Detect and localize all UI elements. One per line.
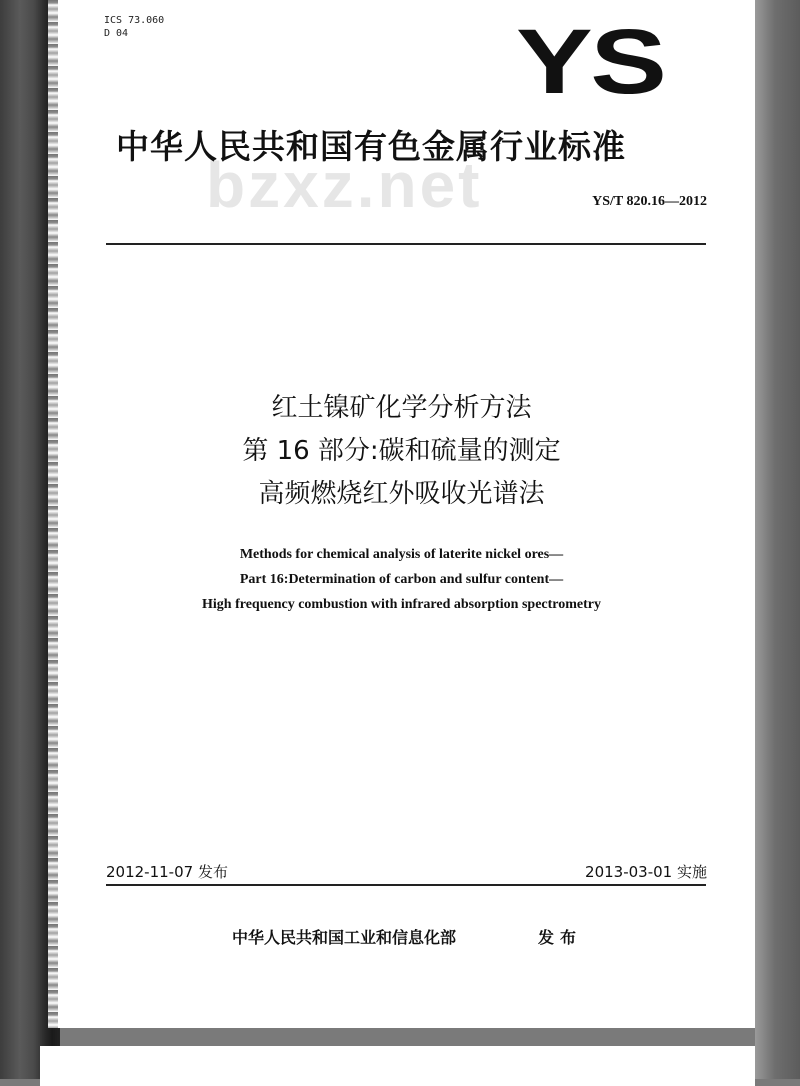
- ys-logo: YS: [516, 11, 665, 113]
- zh-title-line2: 第 16 部分:碳和硫量的测定: [242, 436, 561, 466]
- chinese-title: [48, 387, 755, 516]
- header-divider: [106, 243, 706, 245]
- class-code: D 04: [104, 28, 129, 39]
- publisher-name: 中华人民共和国工业和信息化部: [232, 928, 457, 947]
- next-page-edge: [40, 1046, 755, 1086]
- zh-title-line1: 红土镍矿化学分析方法: [271, 393, 532, 423]
- en-title-line1: Methods for chemical analysis of laterite nickel ores—: [239, 547, 564, 562]
- issue-date: 2012-11-07 发布: [106, 863, 228, 881]
- english-title: [48, 542, 755, 617]
- watermark: bzxz.net: [206, 149, 483, 221]
- en-title-line2: Part 16:Determination of carbon and sulfur content—: [239, 572, 564, 587]
- standard-number: YS/T 820.16—2012: [592, 194, 707, 209]
- scan-right-edge: [755, 0, 800, 1079]
- ics-classification: [104, 14, 164, 40]
- en-title-line3: High frequency combustion with infrared absorption spectrometry: [202, 597, 601, 612]
- publish-label: 发布: [538, 928, 583, 947]
- document-page: [48, 0, 755, 1028]
- standard-title: 中华人民共和国有色金属行业标准: [116, 127, 626, 166]
- implementation-date: 2013-03-01 实施: [585, 863, 707, 881]
- ics-code: ICS 73.060: [104, 15, 165, 26]
- footer-divider: [106, 884, 706, 886]
- zh-title-line3: 高频燃烧红外吸收光谱法: [258, 479, 545, 509]
